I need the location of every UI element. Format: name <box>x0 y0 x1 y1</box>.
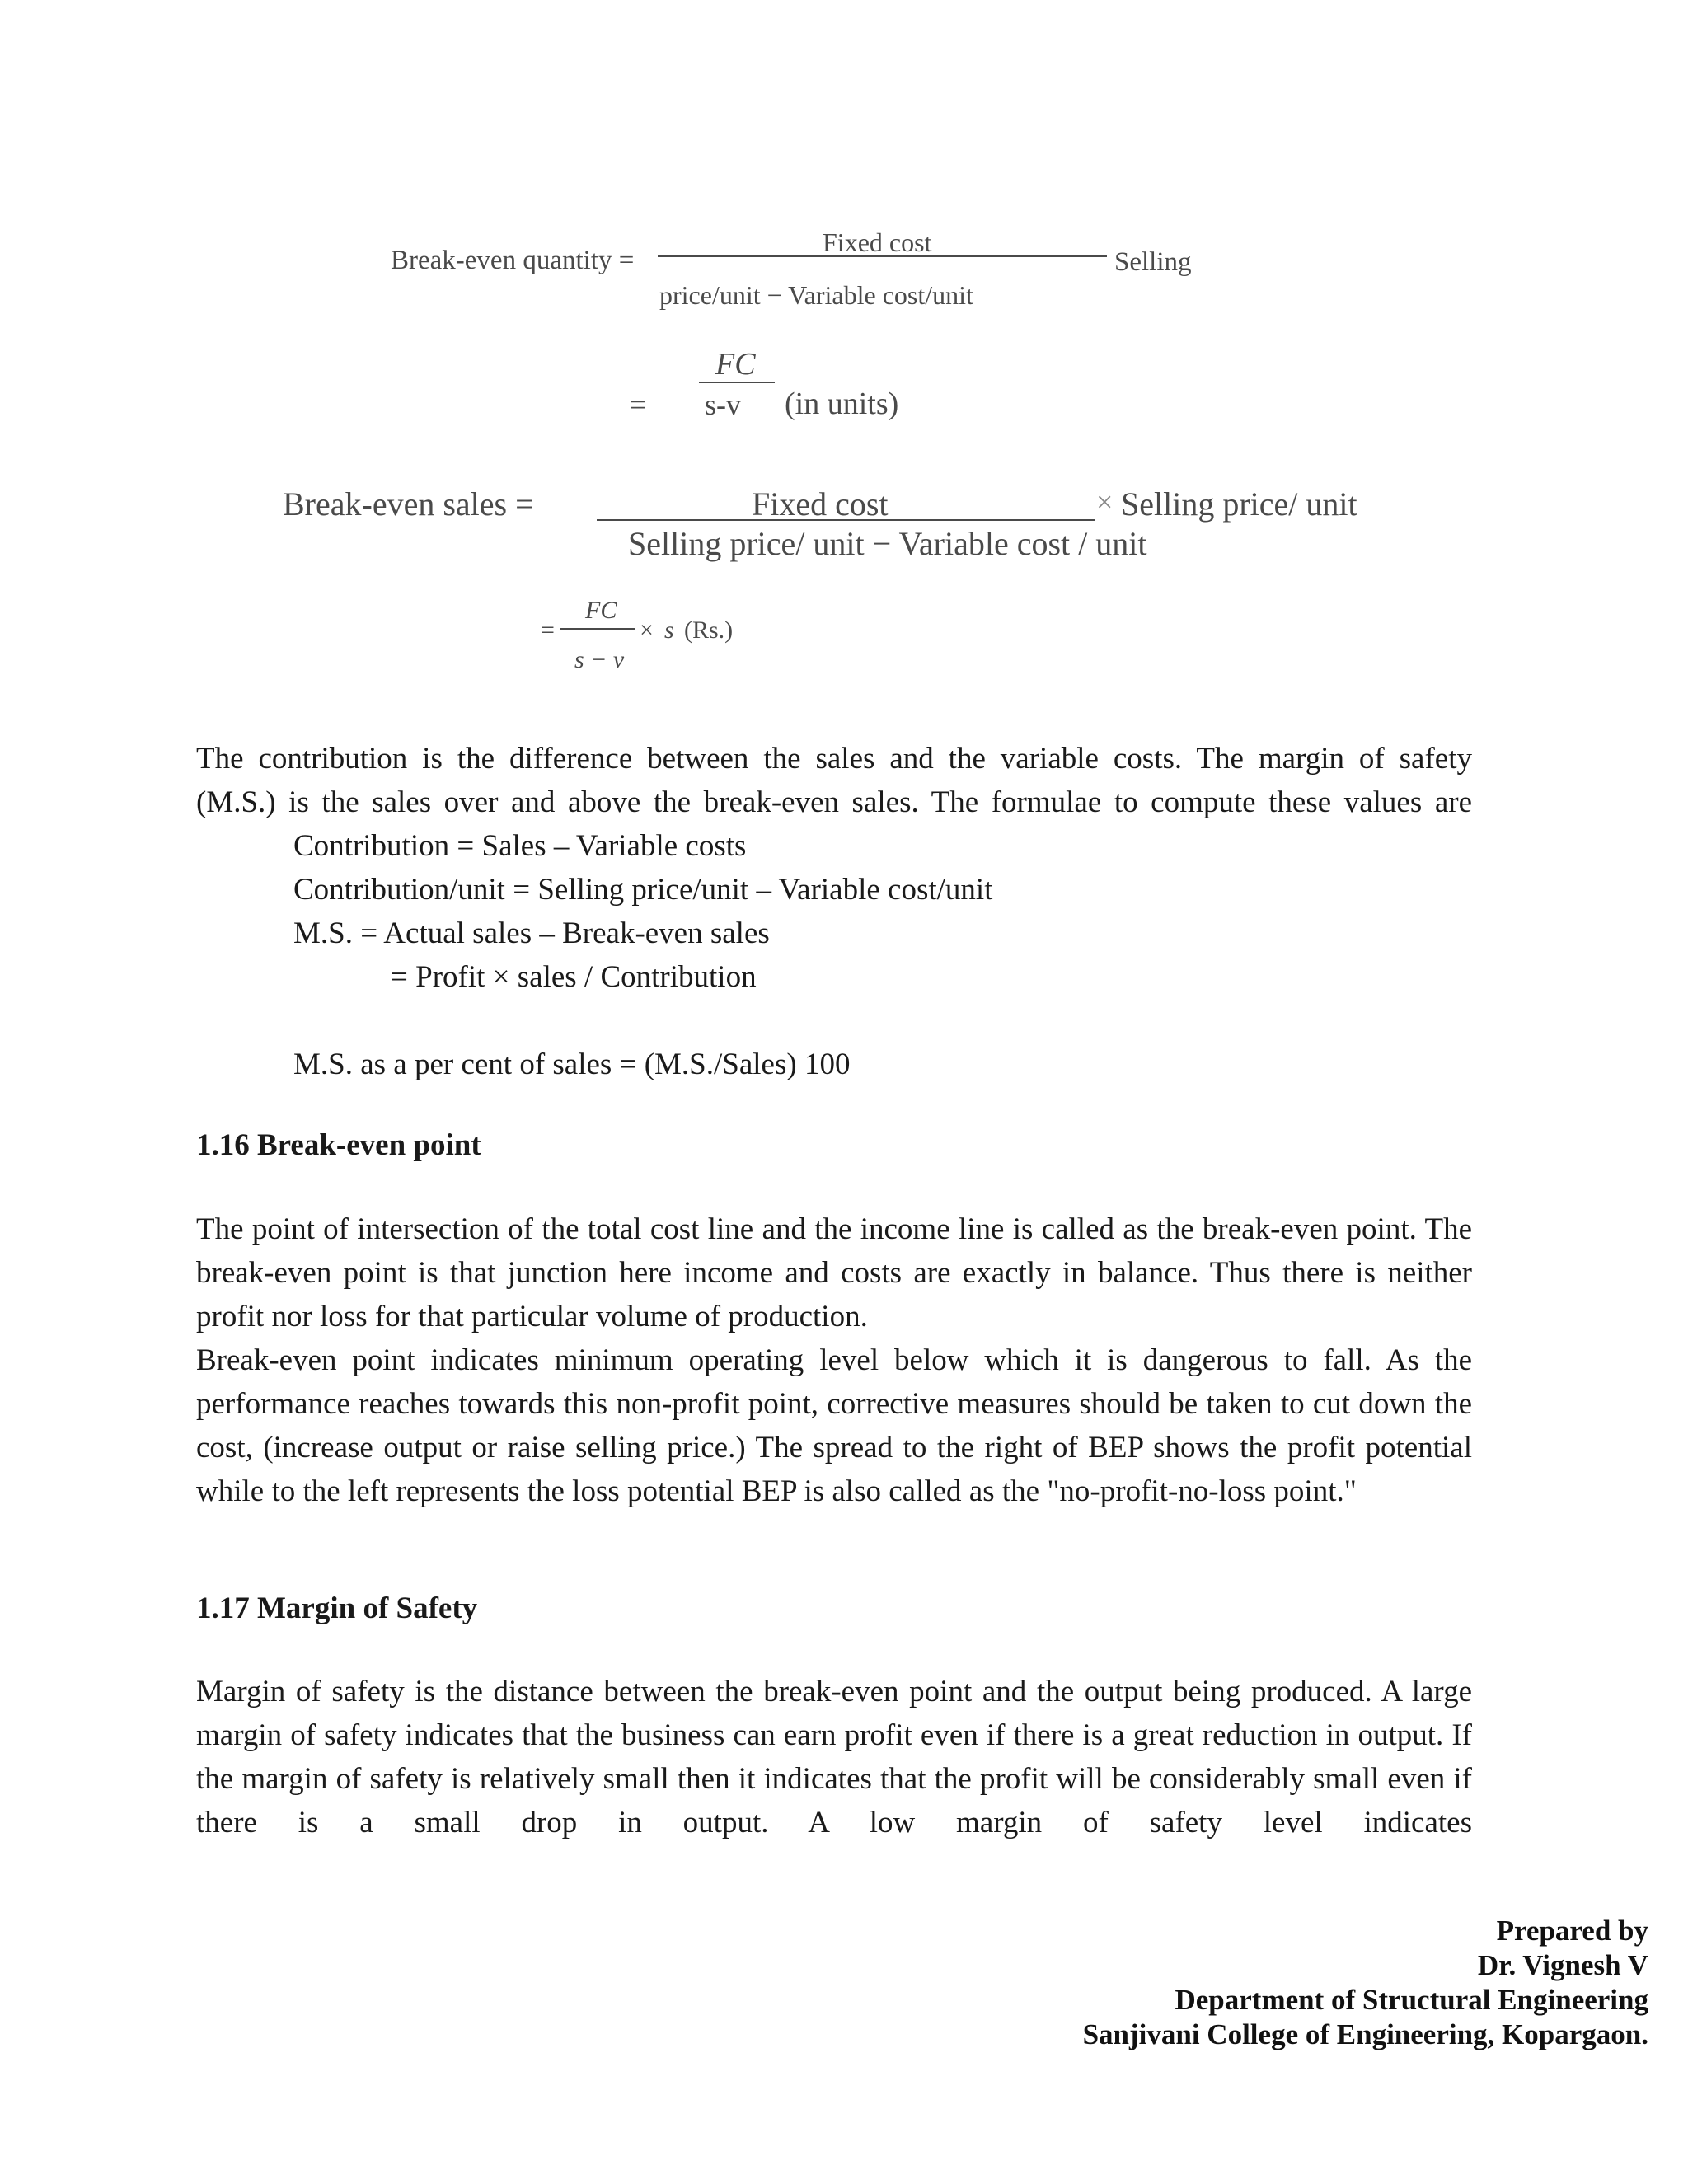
bes-trailing: Selling price/ unit <box>1121 485 1357 523</box>
footer-prepared-by: Prepared by <box>1496 1915 1648 1947</box>
break-even-point-para1: The point of intersection of the total cost line and the income line is called as the break-even point. The break-even point is that junction here income and costs are exactly in balance. Thus there is neither profit nor loss for that particular volume of production. <box>196 1212 1472 1333</box>
beq2-equals: = <box>630 388 647 421</box>
bes-label: Break-even sales = <box>283 485 534 523</box>
bes2-numerator: FC <box>585 597 617 624</box>
section-heading-margin-of-safety: 1.17 Margin of Safety <box>196 1591 478 1625</box>
beq-numerator: Fixed cost <box>823 227 932 257</box>
footer-college: Sanjivani College of Engineering, Kopargaon. <box>1082 2018 1648 2050</box>
formula-contribution-per-unit: Contribution/unit = Selling price/unit – Variable cost/unit <box>293 873 993 907</box>
margin-of-safety-text <box>196 1670 1472 1844</box>
beq-label: Break-even quantity = <box>391 246 635 275</box>
beq-fraction-bar <box>658 255 1107 257</box>
beq2-numerator: FC <box>715 347 756 382</box>
bes-times: × <box>1096 485 1114 518</box>
contribution-intro-line2: (M.S.) is the sales over and above the break-even sales. The formulae to compute these values are <box>196 785 1472 819</box>
section-heading-break-even-point: 1.16 Break-even point <box>196 1128 481 1162</box>
bes-denominator: Selling price/ unit − Variable cost / unit <box>628 525 1147 562</box>
bes2-unit: (Rs.) <box>684 616 734 644</box>
footer-author-name: Dr. Vignesh V <box>1477 1949 1648 1981</box>
formula-contribution: Contribution = Sales – Variable costs <box>293 829 747 863</box>
bes2-times: × <box>640 616 654 644</box>
formula-margin-of-safety: M.S. = Actual sales – Break-even sales <box>293 916 770 950</box>
bes2-s: s <box>664 616 674 644</box>
contribution-paragraph <box>196 737 1472 824</box>
formula-ms-percent: M.S. as a per cent of sales = (M.S./Sales) 100 <box>293 1047 851 1081</box>
contribution-intro-line1: The contribution is the difference between the sales and the variable costs. The margin of safety <box>196 742 1472 776</box>
break-even-point-text <box>196 1207 1472 1513</box>
break-even-point-para2: Break-even point indicates minimum operating level below which it is dangerous to fall. As the performance reaches towards this non-profit point, corrective measures should be taken to cut down the cost, (increase output or raise selling price.) The spread to the right of BEP shows the profit potential while to the left represents the loss potential BEP is also called as the "no-profit-no-loss point." <box>196 1343 1472 1508</box>
beq-trailing: Selling <box>1114 247 1192 277</box>
footer-department: Department of Structural Engineering <box>1175 1984 1648 2016</box>
margin-of-safety-para1: Margin of safety is the distance between the break-even point and the output being produced. A large margin of safety indicates that the business can earn profit even if there is a great reduction in output. If the margin of safety is relatively small then it indicates that the profit will be considerably small even if there is a small drop in output. A low margin of safety level indicates <box>196 1675 1472 1840</box>
beq2-note: (in units) <box>785 387 899 421</box>
author-footer <box>1083 1914 1648 2052</box>
bes2-fraction-bar <box>560 628 635 630</box>
bes-numerator: Fixed cost <box>752 485 889 523</box>
beq2-denominator: s-v <box>705 388 741 421</box>
bes2-equals: = <box>541 616 555 644</box>
formula-margin-of-safety-alt: = Profit × sales / Contribution <box>391 960 757 994</box>
bes2-denominator: s − v <box>574 646 625 673</box>
bes-fraction-bar <box>597 519 1095 521</box>
beq2-fraction-bar <box>699 382 775 383</box>
beq-denominator: price/unit − Variable cost/unit <box>659 280 973 310</box>
